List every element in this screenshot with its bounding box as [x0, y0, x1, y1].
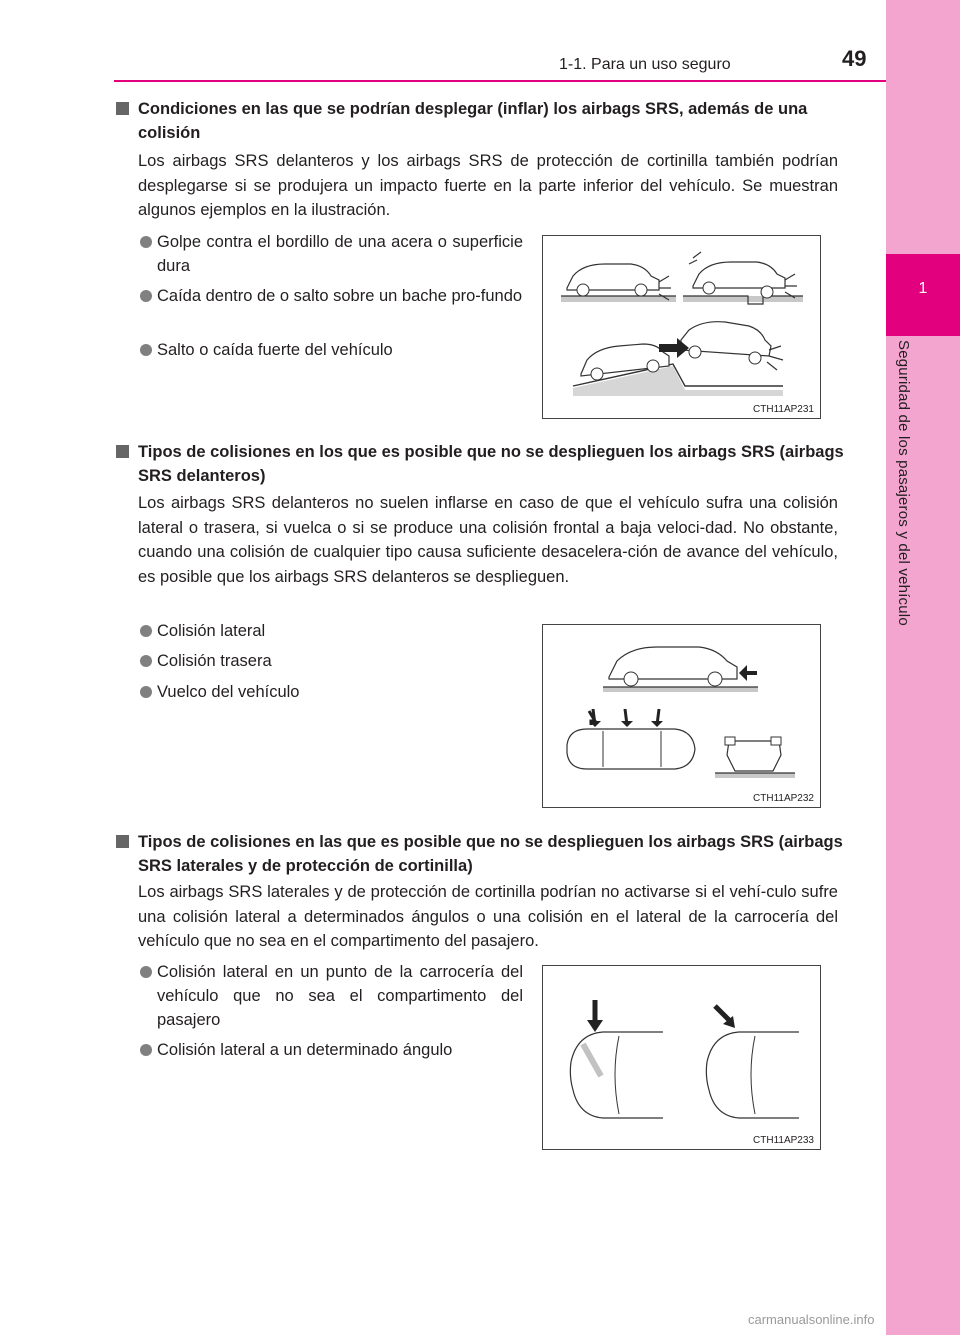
figure-code: CTH11AP233	[753, 1135, 814, 1146]
section-title: 1-1. Para un uso seguro	[559, 56, 731, 73]
chapter-label: Seguridad de los pasajeros y del vehículo	[895, 340, 912, 626]
bullet-dot-icon	[140, 625, 152, 637]
figure-code: CTH11AP232	[753, 793, 814, 804]
bullet-item: Colisión trasera	[140, 649, 520, 673]
section-paragraph-3: Los airbags SRS laterales y de protección de cortinilla podrían no activarse si el vehí-culo sufre una colisión lateral a determinados ángulos o una colisión en el lateral de la carrocería del vehículo que no sea en el compartimento del pasajero.	[138, 883, 838, 950]
bullet-dot-icon	[140, 966, 152, 978]
bullet-item: Vuelco del vehículo	[140, 680, 520, 704]
bullet-item: Colisión lateral	[140, 619, 520, 643]
bullet-dot-icon	[140, 236, 152, 248]
bullet-dot-icon	[140, 686, 152, 698]
bullet-item: Colisión lateral a un determinado ángulo	[140, 1038, 523, 1062]
chapter-number: 1	[918, 280, 928, 297]
bullet-dot-icon	[140, 655, 152, 667]
figure-underbody-impact	[542, 235, 821, 419]
section-heading-1: Condiciones en las que se podrían desplegar (inflar) los airbags SRS, además de una colisión	[116, 97, 850, 145]
bullet-dot-icon	[140, 290, 152, 302]
section-heading-2: Tipos de colisiones en los que es posible que no se desplieguen los airbags SRS (airbags SRS delanteros)	[116, 440, 850, 488]
collision-types-illustration	[543, 625, 820, 807]
section-heading-3: Tipos de colisiones en las que es posible que no se desplieguen los airbags SRS (airbags SRS laterales y de protección de cortinilla)	[116, 830, 850, 878]
heading-square-icon	[116, 102, 129, 115]
chapter-side-tab	[886, 0, 960, 1335]
bullet-item: Caída dentro de o salto sobre un bache pro-fundo	[140, 284, 523, 308]
figure-code: CTH11AP231	[753, 404, 814, 415]
heading-square-icon	[116, 445, 129, 458]
bullet-item: Salto o caída fuerte del vehículo	[140, 338, 523, 362]
side-collision-illustration	[543, 966, 820, 1149]
heading-square-icon	[116, 835, 129, 848]
bullet-item: Colisión lateral en un punto de la carrocería del vehículo que no sea el compartimento del pasajero	[140, 960, 523, 1032]
header-rule	[114, 80, 886, 82]
page-number: 49	[842, 46, 867, 71]
watermark: carmanualsonline.info	[748, 1312, 875, 1327]
figure-collision-types	[542, 624, 821, 808]
bullet-dot-icon	[140, 344, 152, 356]
bullet-item: Golpe contra el bordillo de una acera o superficie dura	[140, 230, 523, 278]
figure-side-collision-angle	[542, 965, 821, 1150]
section-paragraph-1: Los airbags SRS delanteros y los airbags SRS de protección de cortinilla también podrían desplegarse si se produjera un impacto fuerte en la parte inferior del vehículo. Se muestran algunos ejemplos en la ilustración.	[138, 152, 838, 219]
bullet-dot-icon	[140, 1044, 152, 1056]
car-impact-illustration	[543, 236, 820, 418]
section-paragraph-2: Los airbags SRS delanteros no suelen inflarse en caso de que el vehículo sufra una colisión lateral o trasera, si vuelca o si se produce una colisión frontal a baja veloci-dad. No obstante, cuando una colisión de cualquier tipo causa suficiente desacelera-ción de avance del vehículo, es posible que los airbags SRS delanteros se desplieguen.	[138, 494, 838, 586]
